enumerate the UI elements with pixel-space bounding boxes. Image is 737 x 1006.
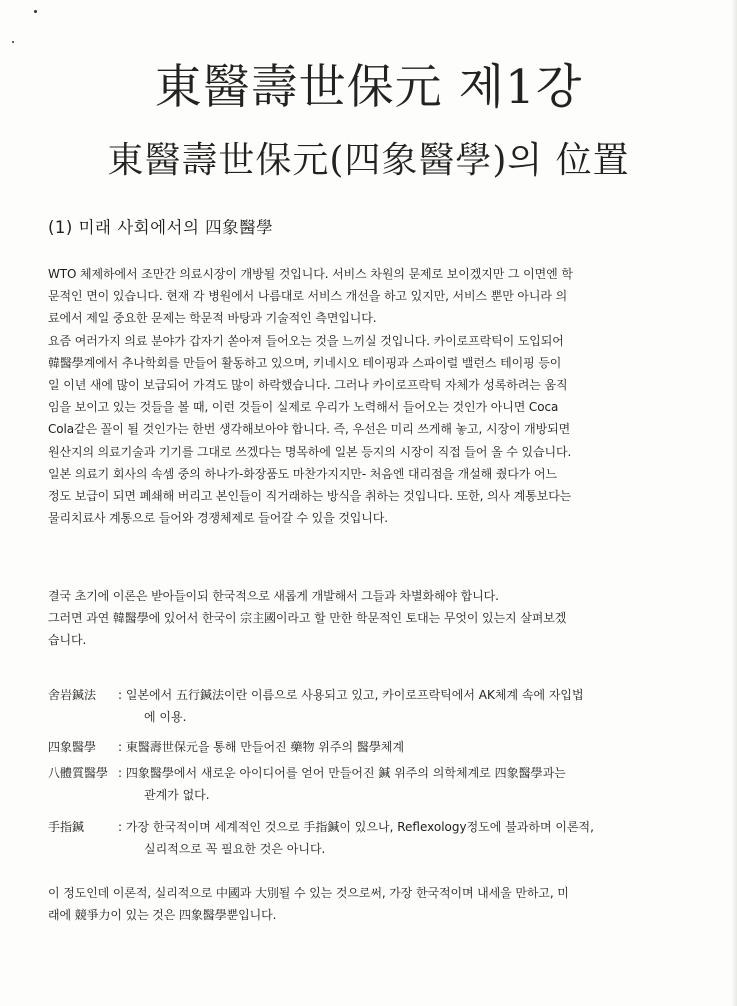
method-description: [118, 816, 691, 860]
text-line: : 四象醫學에서 새로운 아이디어를 얻어 만들어진 鍼 위주의 의학체계로 四象醫學과는: [118, 766, 566, 780]
text-line: 그러면 과연 韓醫學에 있어서 한국이 宗主國이라고 할 만한 학문적인 토대는 무엇이 있는지 살펴보겠: [48, 611, 567, 626]
scan-speck: [34, 10, 37, 13]
text-line: 이 정도인데 이론적, 실리적으로 中國과 大別될 수 있는 것으로써, 가장 한국적이며 내세울 만하고, 미: [48, 886, 569, 900]
paragraph-differentiation: [48, 585, 691, 652]
text-line: 일 이년 새에 많이 보급되어 가격도 많이 하락했습니다. 그러나 카이로프락틱 자체가 성록하려는 움직: [48, 378, 568, 393]
method-description: [118, 684, 691, 728]
method-term: 八體質醫學: [48, 766, 109, 780]
text-line: 물리치료사 계통으로 들어와 경쟁체제로 들어갈 수 있을 것입니다.: [48, 511, 389, 526]
text-line: 래에 競爭力이 있는 것은 四象醫學뿐입니다.: [48, 908, 277, 923]
text-line: 료에서 제일 중요한 문제는 학문적 바탕과 기술적인 측면입니다.: [48, 311, 377, 326]
text-line: 韓醫學계에서 추나학회를 만들어 활동하고 있으며, 키네시오 테이핑과 스파이럴 밸런스 테이핑 등이: [48, 355, 562, 370]
text-line: : 일본에서 五行鍼法이란 이름으로 사용되고 있고, 카이로프락틱에서 AK체계 속에 자입법: [118, 688, 584, 702]
paragraph-conclusion: [48, 882, 691, 926]
text-line: 요즘 여러가지 의료 분야가 갑자기 쏟아져 들어오는 것을 느끼실 것입니다. 카이로프락틱이 도입되어: [48, 333, 564, 348]
text-line: 습니다.: [48, 633, 87, 648]
text-line: 실리적으로 꼭 필요한 것은 아니다.: [144, 842, 326, 857]
section-heading: (1) 미래 사회에서의 四象醫學: [48, 218, 274, 237]
paragraph-market-opening: [48, 263, 691, 529]
text-line: 정도 보급이 되면 폐쇄해 버리고 본인들이 직거래하는 방식을 취하는 것입니다. 또한, 의사 계통보다는: [48, 489, 572, 504]
text-line: 결국 초기에 이론은 받아들이되 한국적으로 새롭게 개발해서 그들과 차별화해야 합니다.: [48, 589, 499, 603]
text-line: 원산지의 의료기술과 기기를 그대로 쓰겠다는 명목하에 일본 등지의 시장이 직접 들어 올 수 있습니다.: [48, 444, 572, 459]
lecture-subtitle: 東醫壽世保元(四象醫學)의 位置: [107, 140, 630, 181]
text-line: 문적인 면이 있습니다. 현재 각 병원에서 나름대로 서비스 개선을 하고 있지만, 서비스 뿐만 아니라 의: [48, 289, 568, 304]
scan-edge-shadow: [731, 0, 737, 1006]
method-term: 手指鍼: [48, 820, 85, 834]
text-line: 일본 의료기 회사의 속셈 중의 하나가-화장품도 마찬가지지만- 처음엔 대리점을 개설해 줬다가 어느: [48, 466, 558, 481]
lecture-title: 東醫壽世保元 제1강: [154, 60, 583, 115]
text-line: : 가장 한국적이며 세계적인 것으로 手指鍼이 있으나, Reflexology정도에 불과하며 이론적,: [118, 820, 594, 834]
scan-speck: [12, 41, 14, 43]
text-line: 임을 보이고 있는 것들을 볼 때, 이런 것들이 실제로 우리가 노력해서 들어오는 것인가 아니면 Coca: [48, 400, 559, 415]
method-term: 舍岩鍼法: [48, 688, 97, 702]
text-line: : 東醫壽世保元을 통해 만들어진 藥物 위주의 醫學체계: [118, 740, 405, 754]
text-line: 에 이용.: [144, 710, 187, 725]
text-line: Cola같은 꼴이 될 것인가는 한번 생각해보아야 합니다. 즉, 우선은 미리 쓰게해 놓고, 시장이 개방되면: [48, 422, 571, 437]
text-line: 관계가 없다.: [144, 788, 210, 803]
text-line: WTO 체제하에서 조만간 의료시장이 개방될 것입니다. 서비스 차원의 문제로 보이겠지만 그 이면엔 학: [48, 267, 573, 281]
method-description: [118, 762, 691, 806]
method-term: 四象醫學: [48, 740, 97, 754]
method-description: [118, 736, 691, 758]
